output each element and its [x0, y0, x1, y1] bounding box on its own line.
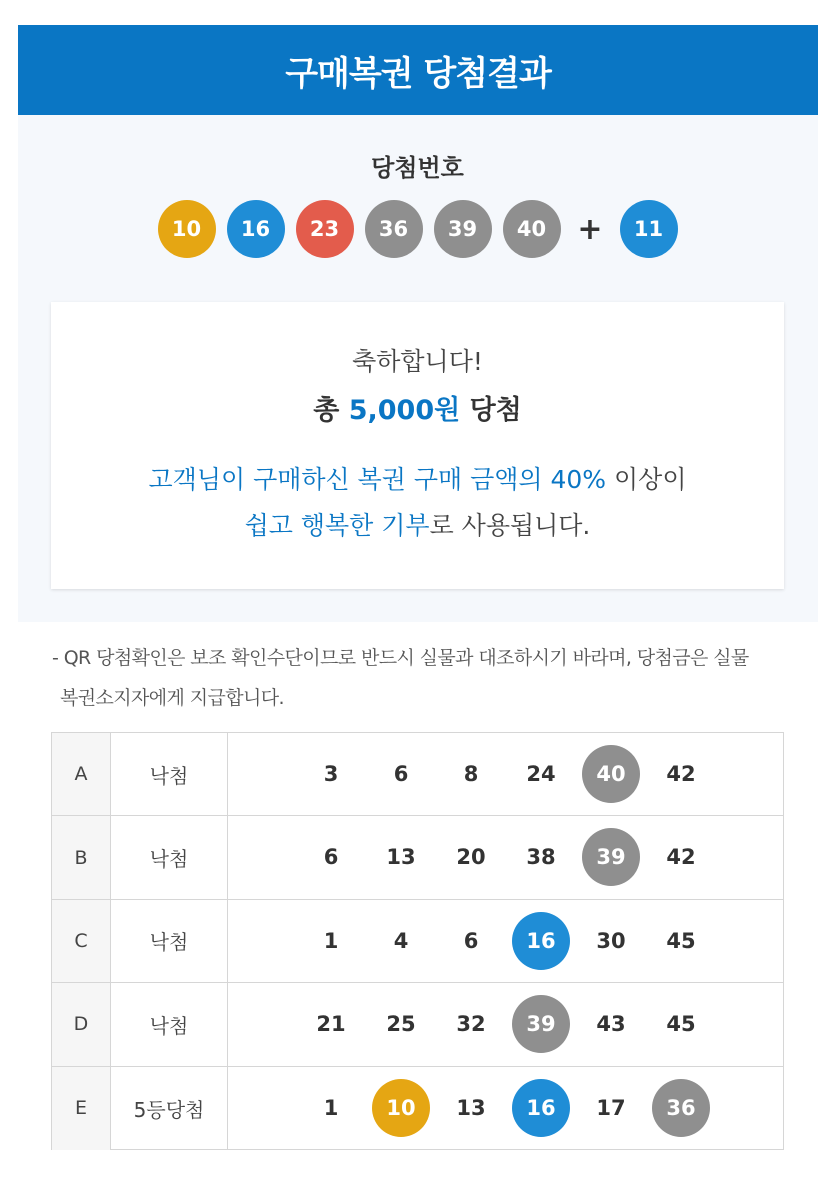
game-number: 38: [526, 845, 556, 870]
game-number: 13: [456, 1095, 486, 1120]
game-numbers: [228, 733, 783, 815]
game-number: 6: [323, 845, 339, 870]
notice-line-1: - QR 당첨확인은 보조 확인수단이므로 반드시 실물과 대조하시기 바라며, 당첨금은 실물: [52, 647, 749, 669]
qr-notice: [52, 638, 792, 718]
game-number: 45: [666, 1012, 696, 1037]
game-number: 3: [323, 762, 339, 786]
game-result: 낙첨: [111, 816, 228, 898]
donation-line-1: [51, 460, 784, 496]
game-number: 6: [463, 928, 479, 953]
winning-ball: 23: [296, 200, 354, 258]
result-card: [51, 302, 784, 589]
game-letter: A: [52, 733, 111, 815]
game-result: 낙첨: [111, 983, 228, 1065]
congrats-text: 축하합니다!: [352, 347, 483, 376]
game-number: 25: [386, 1012, 416, 1037]
game-result: 낙첨: [111, 900, 228, 982]
matched-number-ball: 39: [582, 828, 640, 886]
game-number: 24: [526, 762, 556, 786]
game-number: 20: [456, 845, 486, 870]
winning-numbers-row: [0, 200, 835, 258]
game-number: 17: [596, 1095, 626, 1120]
game-number: 4: [393, 928, 409, 953]
bonus-ball: 11: [620, 200, 678, 258]
winning-ball: 40: [503, 200, 561, 258]
matched-number-ball: 16: [512, 912, 570, 970]
page-title: 구매복권 당첨결과: [285, 53, 551, 94]
game-numbers: [228, 816, 783, 898]
game-number: 42: [666, 845, 696, 870]
game-number: 42: [666, 762, 696, 786]
game-letter: C: [52, 900, 111, 982]
total-prize: [51, 388, 784, 427]
game-number: 8: [463, 762, 479, 786]
game-number: 32: [456, 1012, 486, 1037]
winning-numbers-label: 당첨번호: [371, 154, 464, 182]
plus-sign: +: [577, 211, 603, 247]
winning-ball: 39: [434, 200, 492, 258]
matched-number-ball: 10: [372, 1079, 430, 1137]
game-number: 13: [386, 845, 416, 870]
game-result: 5등당첨: [111, 1067, 228, 1150]
matched-number-ball: 16: [512, 1079, 570, 1137]
donation-rest-1: 이상이: [606, 465, 687, 494]
winning-ball: 36: [365, 200, 423, 258]
game-numbers: [228, 1067, 783, 1150]
game-number: 45: [666, 928, 696, 953]
donation-highlight-1: 고객님이 구매하신 복권 구매 금액의 40%: [148, 465, 607, 494]
game-row: [52, 983, 783, 1066]
game-row: [52, 1067, 783, 1150]
game-numbers: [228, 983, 783, 1065]
donation-line-2: [51, 506, 784, 542]
matched-number-ball: 39: [512, 995, 570, 1053]
matched-number-ball: 36: [652, 1079, 710, 1137]
game-number: 1: [323, 928, 339, 953]
game-letter: B: [52, 816, 111, 898]
total-suffix: 당첨: [460, 395, 522, 426]
matched-number-ball: 40: [582, 745, 640, 803]
game-letter: E: [52, 1067, 111, 1150]
game-number: 43: [596, 1012, 626, 1037]
total-amount: 5,000원: [348, 395, 461, 426]
total-prefix: 총: [313, 395, 349, 426]
game-number: 6: [393, 762, 409, 786]
notice-line-2: 복권소지자에게 지급합니다.: [60, 687, 284, 709]
game-number: 30: [596, 928, 626, 953]
donation-highlight-2: 쉽고 행복한 기부: [244, 511, 430, 540]
game-number: 1: [323, 1095, 339, 1120]
game-result: 낙첨: [111, 733, 228, 815]
donation-rest-2: 로 사용됩니다.: [429, 511, 591, 540]
game-row: [52, 733, 783, 816]
game-number: 21: [316, 1012, 346, 1037]
games-table: [51, 732, 784, 1150]
game-numbers: [228, 900, 783, 982]
winning-ball: 10: [158, 200, 216, 258]
winning-ball: 16: [227, 200, 285, 258]
game-letter: D: [52, 983, 111, 1065]
game-row: [52, 816, 783, 899]
page-header: [18, 25, 818, 115]
game-row: [52, 900, 783, 983]
